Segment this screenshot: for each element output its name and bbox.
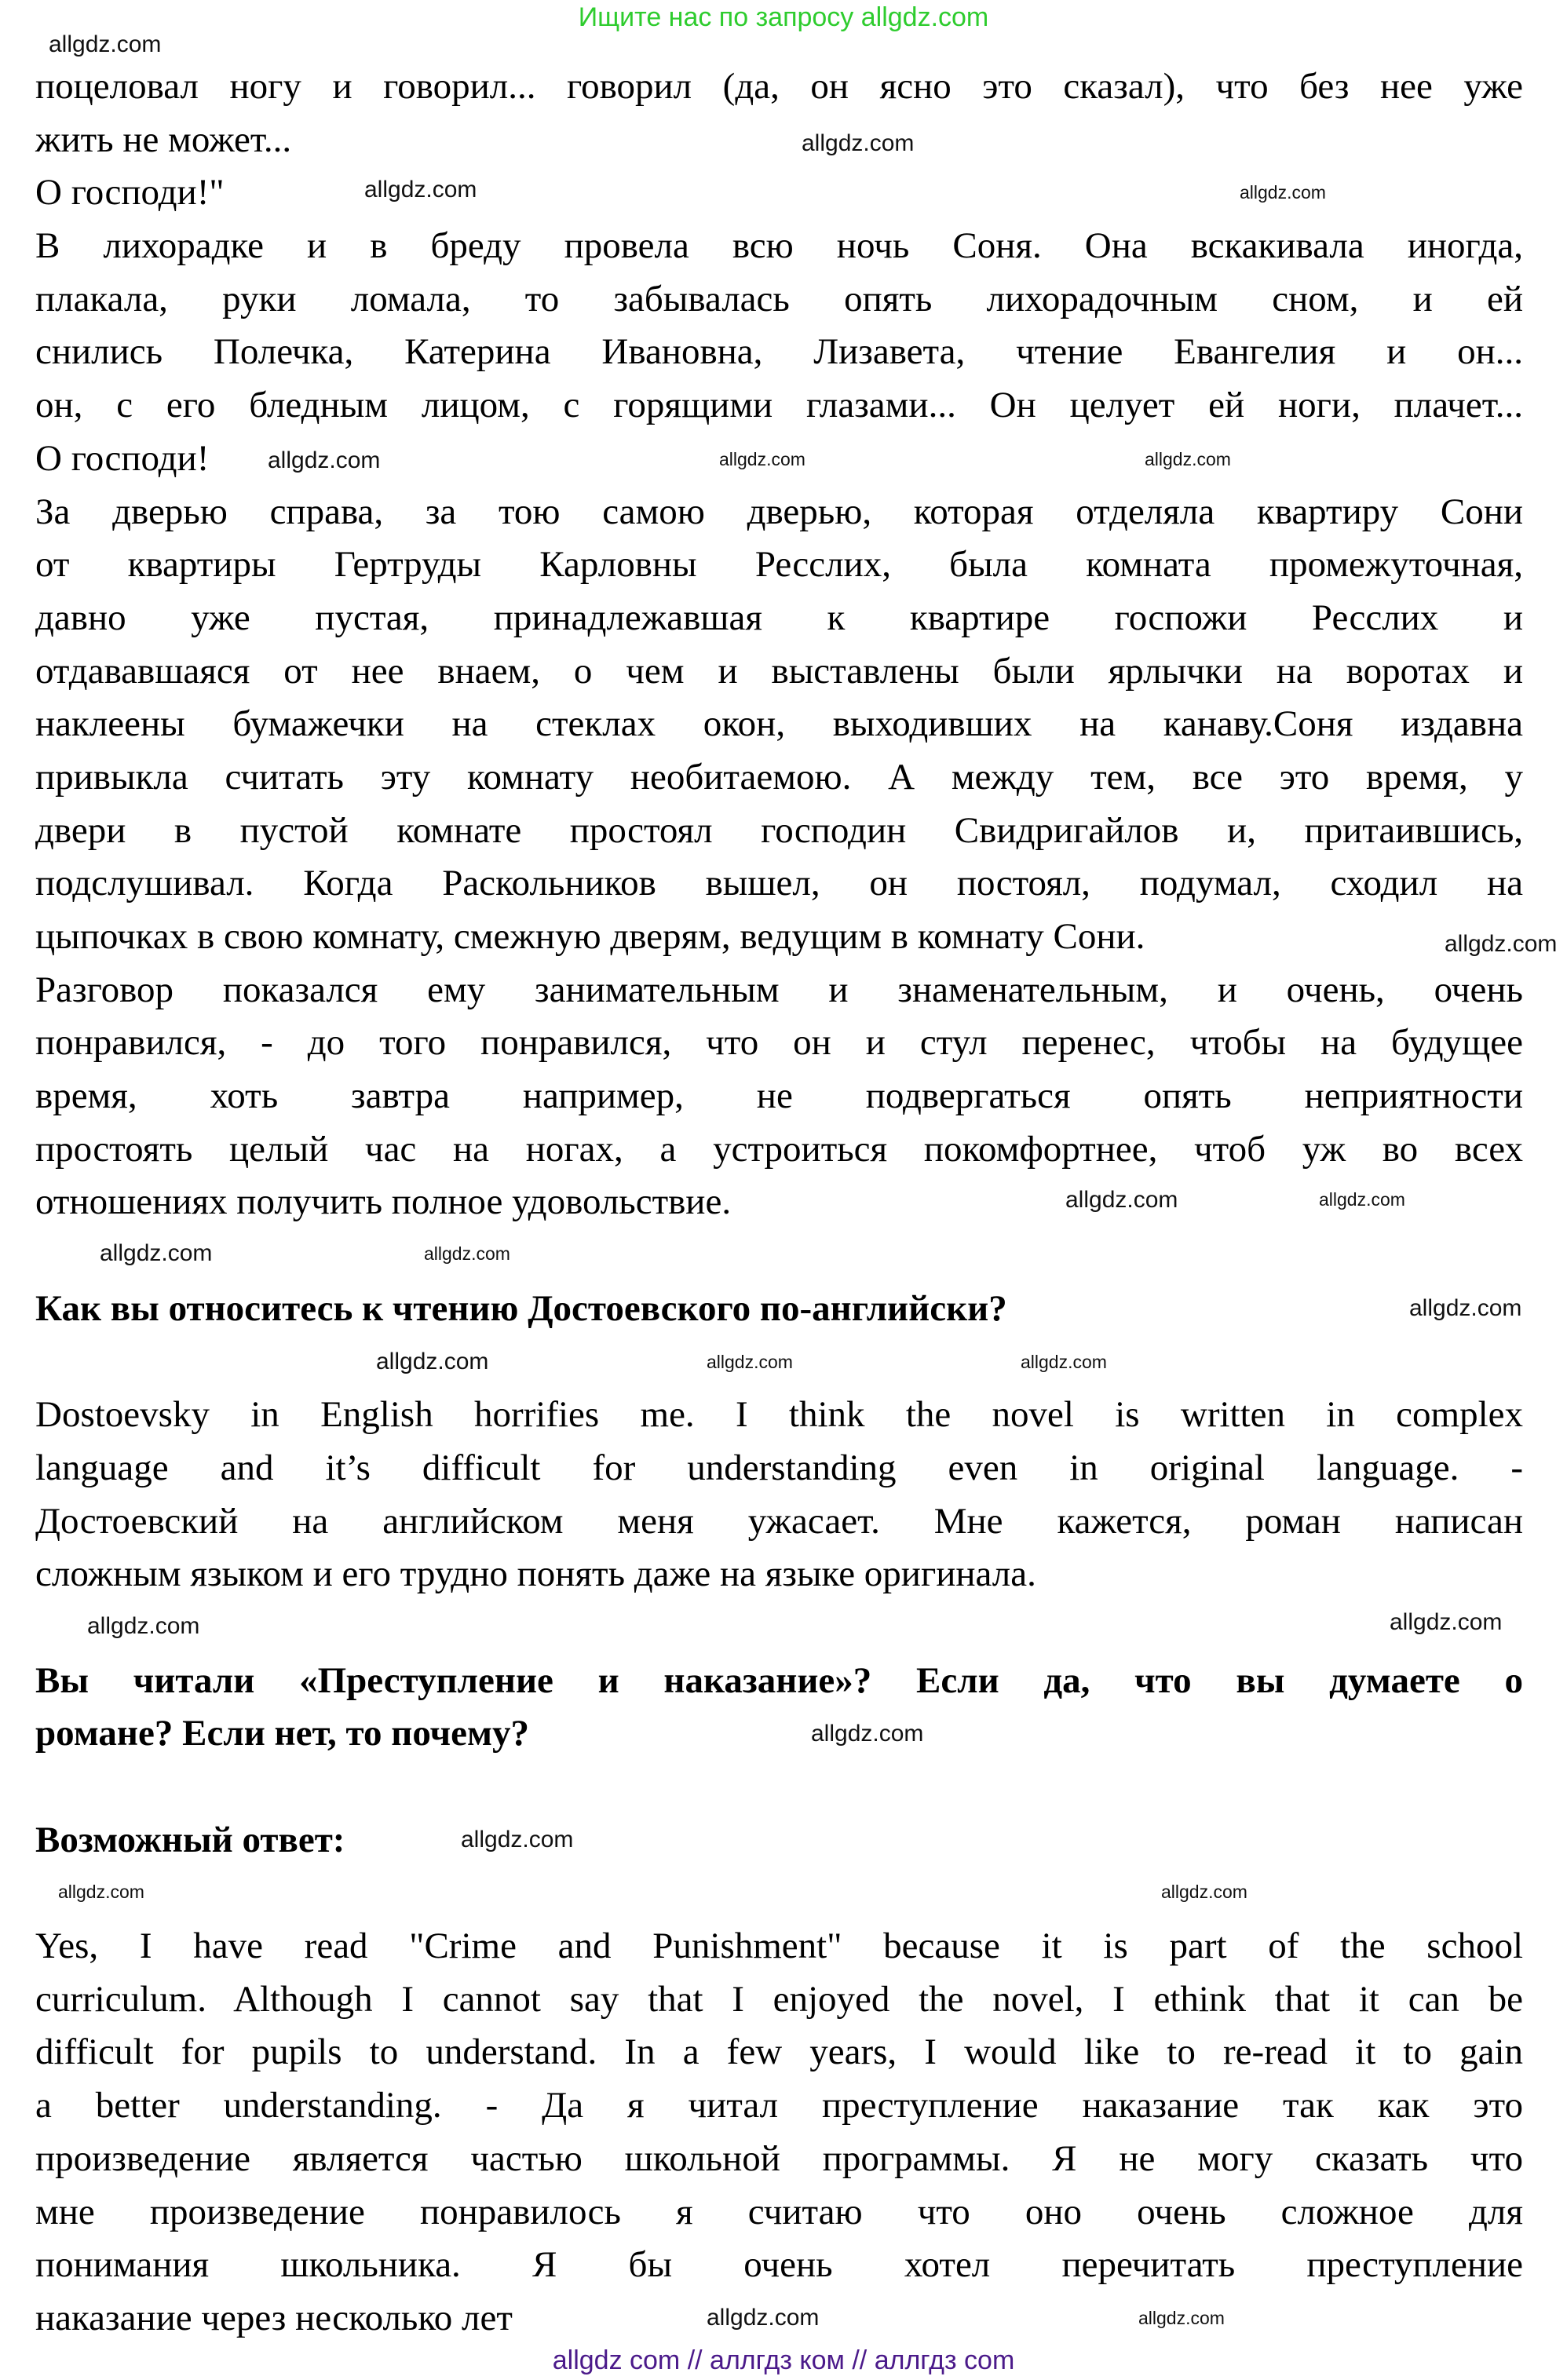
text-line: время, хоть завтра например, не подвергаться опять неприятности <box>35 1075 1523 1117</box>
text-line: Возможный ответ: <box>35 1819 345 1860</box>
text-line: давно уже пустая, принадлежавшая к квартире госпожи Ресслих и <box>35 597 1523 638</box>
text-line: плакала, руки ломала, то забывалась опять лихорадочным сном, и ей <box>35 278 1523 319</box>
text-line: произведение является частью школьной программы. Я не могу сказать что <box>35 2137 1523 2179</box>
text-line: Dostoevsky in English horrifies me. I think the novel is written in complex <box>35 1394 1523 1436</box>
blank-line <box>35 1867 1523 1920</box>
text-line: отношениях получить полное удовольствие. <box>35 1181 732 1223</box>
text-line: difficult for pupils to understand. In a few years, I would like to re-read it to gain <box>35 2031 1523 2073</box>
text-line: curriculum. Although I cannot say that I enjoyed the novel, I ethink that it can be <box>35 1978 1523 2020</box>
text-line: понимания школьника. Я бы очень хотел перечитать преступление <box>35 2244 1523 2286</box>
watermark: allgdz.com <box>268 447 381 473</box>
text-line: от квартиры Гертруды Карловны Ресслих, была комната промежуточная, <box>35 544 1523 586</box>
paragraph <box>35 220 1523 485</box>
watermark: allgdz.com <box>49 31 162 57</box>
text-line: романе? Если нет, то почему? <box>35 1713 529 1754</box>
watermark: allgdz.com <box>424 1243 510 1264</box>
text-line: подслушивал. Когда Раскольников вышел, он постоял, подумал, сходил на <box>35 863 1523 904</box>
question-heading <box>35 1283 1523 1336</box>
blank-line <box>35 1229 1523 1283</box>
text-line: За дверью справа, за тою самою дверью, которая отделяла квартиру Сони <box>35 491 1523 532</box>
document-body <box>35 60 1523 2345</box>
text-line: жить не может... <box>35 119 292 160</box>
watermark: allgdz.com <box>1319 1189 1405 1210</box>
watermark: allgdz.com <box>707 1352 793 1372</box>
watermark: allgdz.com <box>100 1240 213 1266</box>
watermark: allgdz.com <box>802 130 915 156</box>
text-line: a better understanding. - Да я читал преступление наказание так как это <box>35 2085 1523 2126</box>
watermark: allgdz.com <box>1145 449 1231 469</box>
text-line: понравился, - до того понравился, что он и стул перенес, чтобы на будущее <box>35 1022 1523 1064</box>
text-line: Как вы относитесь к чтению Достоевского по-английски? <box>35 1287 1007 1329</box>
blank-line <box>35 1601 1523 1655</box>
question-heading <box>35 1655 1523 1761</box>
text-line: language and it’s difficult for understanding even in original language. - <box>35 1447 1523 1488</box>
text-line: мне произведение понравилось я считаю что оно очень сложное для <box>35 2191 1523 2232</box>
blank-line <box>35 1761 1523 1814</box>
watermark: allgdz.com <box>1409 1295 1522 1321</box>
footer-links[interactable]: allgdz com // аллгдз ком // аллгдз com <box>552 2345 1015 2375</box>
text-line: О господи! <box>35 437 210 479</box>
watermark: allgdz.com <box>364 177 477 203</box>
watermark: allgdz.com <box>1065 1187 1178 1213</box>
watermark: allgdz.com <box>1161 1882 1247 1902</box>
text-line: сложным языком и его трудно понять даже на языке оригинала. <box>35 1553 1036 1595</box>
paragraph <box>35 486 1523 1230</box>
paragraph <box>35 1920 1523 2345</box>
text-line: отдававшаяся от нее внаем, о чем и выставлены были ярлычки на воротах и <box>35 650 1523 692</box>
text-line: Разговор показался ему занимательным и знаменательным, и очень, очень <box>35 969 1523 1010</box>
watermark: allgdz.com <box>719 449 805 469</box>
watermark: allgdz.com <box>376 1349 489 1374</box>
watermark: allgdz.com <box>461 1827 574 1853</box>
text-line: Yes, I have read "Crime and Punishment" because it is part of the school <box>35 1926 1523 1967</box>
text-line: снились Полечка, Катерина Ивановна, Лизавета, чтение Евангелия и он... <box>35 331 1523 373</box>
search-banner[interactable]: Ищите нас по запросу allgdz.com <box>578 2 989 32</box>
watermark: allgdz.com <box>1390 1609 1503 1635</box>
text-line: О господи!" <box>35 172 225 214</box>
paragraph <box>35 1389 1523 1601</box>
watermark: allgdz.com <box>58 1882 144 1902</box>
watermark: allgdz.com <box>1240 182 1326 203</box>
text-line: цыпочках в свою комнату, смежную дверям, ведущим в комнату Сони. <box>35 916 1145 957</box>
watermark: allgdz.com <box>1138 2308 1225 2328</box>
text-line: Вы читали «Преступление и наказание»? Если да, что вы думаете о <box>35 1659 1523 1701</box>
text-line: двери в пустой комнате простоял господин Свидригайлов и, притаившись, <box>35 809 1523 851</box>
watermark: allgdz.com <box>87 1613 200 1639</box>
watermark: allgdz.com <box>707 2305 820 2331</box>
text-line: простоять целый час на ногах, а устроиться покомфортнее, чтоб уж во всех <box>35 1128 1523 1170</box>
text-line: привыкла считать эту комнату необитаемою. А между тем, все это время, у <box>35 756 1523 798</box>
text-line: Достоевский на английском меня ужасает. Мне кажется, роман написан <box>35 1500 1523 1542</box>
question-heading <box>35 1814 1523 1867</box>
watermark: allgdz.com <box>1021 1352 1107 1372</box>
text-line: поцеловал ногу и говорил... говорил (да, он ясно это сказал), что без нее уже <box>35 66 1523 107</box>
text-line: наклеены бумажечки на стеклах окон, выходивших на канаву.Соня издавна <box>35 703 1523 745</box>
watermark: allgdz.com <box>1445 931 1558 957</box>
text-line: он, с его бледным лицом, с горящими глазами... Он целует ей ноги, плачет... <box>35 385 1523 426</box>
text-line: В лихорадке и в бреду провела всю ночь Соня. Она вскакивала иногда, <box>35 225 1523 267</box>
watermark: allgdz.com <box>811 1721 924 1747</box>
text-line: наказание через несколько лет <box>35 2297 513 2338</box>
